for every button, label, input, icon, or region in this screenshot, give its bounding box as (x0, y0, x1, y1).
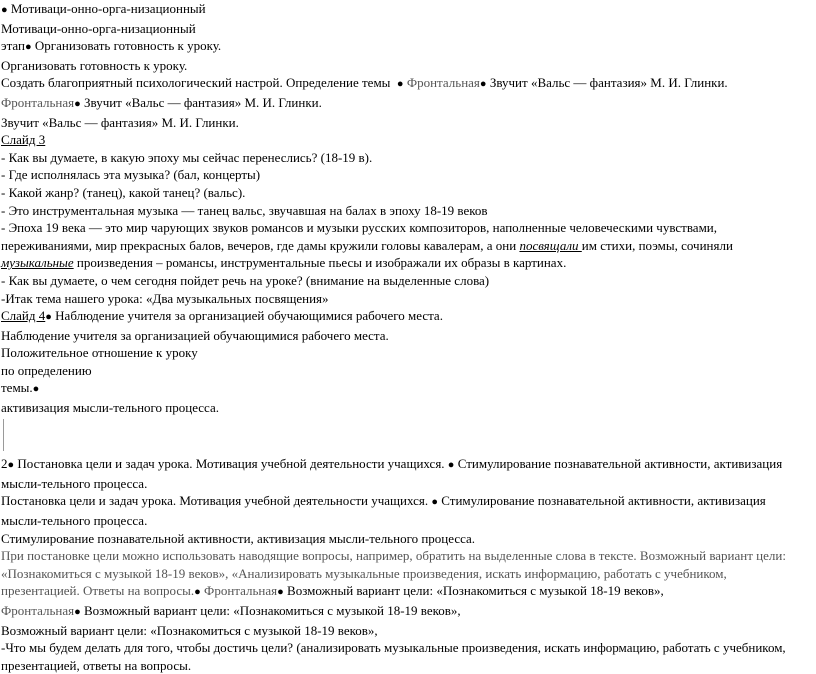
question-topic: - Как вы думаете, о чем сегодня пойдет речь на уроке? (внимание на выделенные слова) (1, 272, 490, 288)
bullet-icon: ● (479, 78, 487, 91)
slide-4-line: Слайд 4● Наблюдение учителя за организацией обучающимися рабочего места. (1, 308, 443, 324)
goal-hint-1: При постановке цели можно использовать наводящие вопросы, например, обратить на выделенные слова в тексте. Возможный вариант цели: (1, 548, 786, 564)
epoch-text-1: - Эпоха 19 века — это мир чарующих звуков романсов и музыки русских композиторов, наполненные человеческими чувствами, (1, 220, 718, 236)
slide-4-heading: Слайд 4 (1, 308, 46, 324)
bullet-icon: ● (277, 586, 284, 599)
slide-3-heading: Слайд 3 (1, 132, 46, 148)
question-genre: - Какой жанр? (танец), какой танец? (вальс). (1, 184, 246, 200)
bullet-icon: ● (32, 383, 40, 396)
observation-line: Наблюдение учителя за организацией обучающимися рабочего места. (1, 327, 389, 343)
bullet-icon: ● (74, 606, 81, 618)
goal-stage-line: 2● Постановка цели и задач урока. Мотивация учебной деятельности учащихся. ● Стимулирование познавательной активности, активизация (1, 456, 783, 472)
stage-line: этап● Организовать готовность к уроку. (1, 38, 222, 54)
epoch-text-2: переживаниями, мир прекрасных балов, вечеров, где дамы кружили головы кавалерам, а они посвящали им стихи, поэмы, сочиняли (1, 237, 733, 253)
activation-line: активизация мысли-тельного процесса. (1, 400, 220, 416)
variant-line: Возможный вариант цели: «Познакомиться с музыкой 18-19 веков», (1, 622, 378, 638)
frontal-label: Фронтальная (406, 75, 480, 91)
highlight-word-dedicated: посвящали (519, 237, 582, 253)
lesson-topic: -Итак тема нашего урока: «Два музыкальных посвящения» (1, 290, 329, 306)
bullet-icon: ● (1, 4, 8, 16)
frontal-variant-line: Фронтальная● Возможный вариант цели: «Познакомиться с музыкой 18-19 веков», (1, 603, 461, 618)
bullet-icon: ● (431, 496, 439, 509)
stage-title-repeat: Мотиваци-онно-орга-низационный (1, 20, 196, 36)
answer-waltz: - Это инструментальная музыка — танец вальс, звучавшая на балах в эпоху 18-19 веков (1, 202, 488, 218)
highlight-word-musical: музыкальные (1, 255, 74, 271)
goal-stage-repeat: Постановка цели и задач урока. Мотивация учебной деятельности учащихся. ● Стимулирование познавательной активности, активизация (1, 493, 766, 509)
bullet-icon: ● (24, 41, 32, 54)
organize-line: Организовать готовность к уроку. (1, 57, 188, 73)
topic-line: темы.● (1, 380, 40, 396)
definition-line: по определению (1, 362, 92, 378)
waltz-line: Звучит «Вальс — фантазия» М. И. Глинки. (1, 114, 239, 130)
stage-title-line: ● Мотиваци-онно-орга-низационный (1, 1, 206, 16)
what-to-do-1: -Что мы будем делать для того, чтобы достичь цели? (анализировать музыкальные произведения, искать информацию, работать с учебником, (1, 640, 786, 656)
frontal-label: Фронтальная (1, 603, 75, 618)
goal-hint-3: презентацией. Ответы на вопросы.● Фронтальная● Возможный вариант цели: «Познакомиться с музыкой 18-19 веков», (1, 583, 664, 599)
stimulation-line: Стимулирование познавательной активности, активизация мысли-тельного процесса. (1, 530, 476, 546)
process-line-2: мысли-тельного процесса. (1, 513, 148, 529)
question-epoch: - Как вы думаете, в какую эпоху мы сейчас перенеслись? (18-19 в). (1, 149, 373, 165)
question-where: - Где исполнялась эта музыка? (бал, концерты) (1, 167, 261, 183)
bullet-icon: ● (74, 97, 81, 110)
mood-line: Создать благоприятный психологический настрой. Определение темы ● Фронтальная● Звучит «Вальс — фантазия» М. И. Глинки. (1, 75, 728, 91)
bullet-icon: ● (396, 78, 404, 91)
bullet-icon: ● (7, 459, 15, 472)
frontal-label: Фронтальная (204, 583, 278, 599)
frontal-label: Фронтальная (1, 94, 75, 110)
goal-hint-2: «Познакомиться с музыкой 18-19 веков», «Анализировать музыкальные произведения, искать информацию, работать с учебником, (1, 565, 727, 581)
frontal-waltz-line: Фронтальная● Звучит «Вальс — фантазия» М. И. Глинки. (1, 94, 322, 110)
bullet-icon: ● (447, 459, 455, 472)
what-to-do-2: презентацией, ответы на вопросы. (1, 657, 192, 673)
process-line: мысли-тельного процесса. (1, 475, 148, 491)
bullet-icon: ● (45, 311, 52, 324)
table-cell-border (3, 419, 4, 451)
epoch-text-3: музыкальные произведения – романсы, инструментальные пьесы и изображали их образы в картинах. (1, 255, 567, 271)
bullet-icon: ● (194, 586, 201, 599)
attitude-line: Положительное отношение к уроку (1, 345, 198, 361)
